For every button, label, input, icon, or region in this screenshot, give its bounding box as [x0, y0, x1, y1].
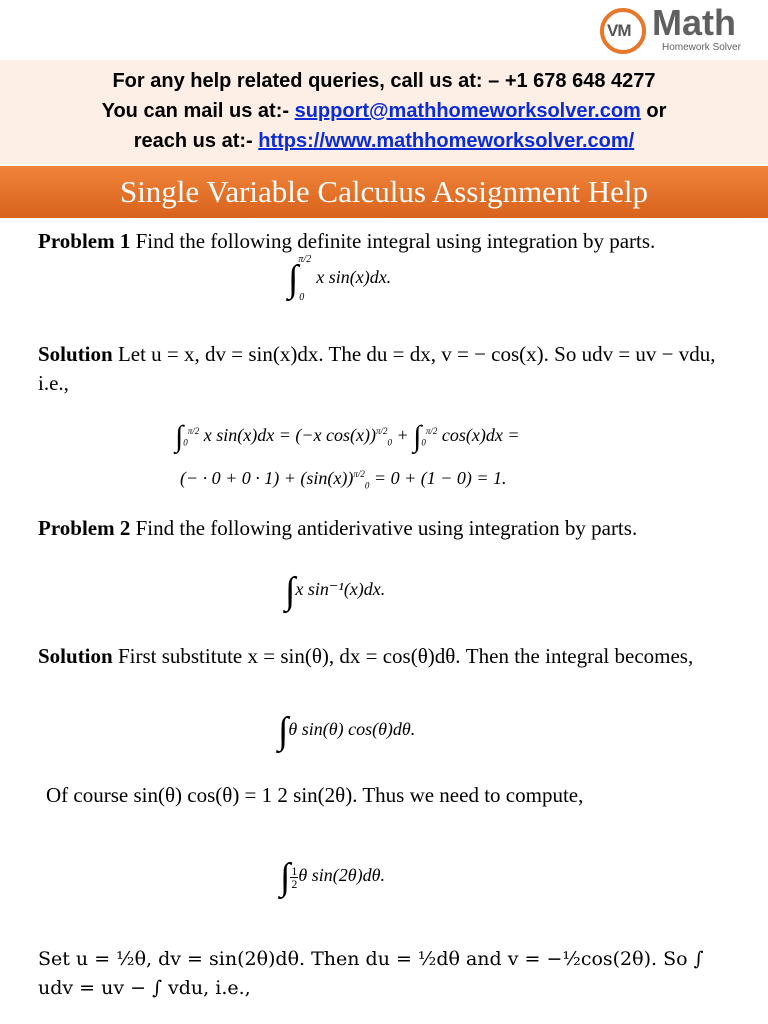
logo	[600, 2, 768, 56]
paragraph-3: Of course sin(θ) cos(θ) = 1 2 sin(2θ). Thus we need to compute,	[46, 783, 584, 807]
problem-2: Problem 2 Find the following antiderivative using integration by parts.	[38, 516, 638, 540]
final-line: Set u = ½θ, dv = sin(2θ)dθ. Then du = ½dθ and v = −½cos(2θ). So ∫ udv = uv − ∫ vdu, i.e.,	[38, 948, 704, 999]
website-link[interactable]: https://www.mathhomeworksolver.com/	[258, 130, 635, 152]
contact-url-line: reach us at:- https://www.mathhomeworksolver.com/	[133, 130, 635, 152]
contact-email-line: You can mail us at:- support@mathhomeworksolver.com or	[101, 100, 667, 122]
solution-1: Solution Let u = x, dv = sin(x)dx. The du = dx, v = − cos(x). So udv = uv − vdu, i.e.,	[38, 342, 716, 395]
logo-badge: VM	[600, 8, 646, 54]
equation-6: ∫ $\frac{1}{2}$ θ sin(2θ)dθ.	[280, 856, 385, 898]
logo-word: Math	[652, 2, 736, 43]
equation-1: ∫$^{\pi/2}_0$x sin(x)dx.	[288, 254, 392, 303]
contact-box	[0, 60, 768, 164]
page-title: Single Variable Calculus Assignment Help	[0, 166, 768, 218]
equation-2: $\int_0^{\pi/2}$ x sin(x)dx = (−x $\cos(x))^{\pi/2}_0 + \int_0^{\pi/2}$ cos(x)dx =	[175, 420, 520, 453]
equation-4: ∫x sin⁻¹(x)dx.	[285, 570, 386, 612]
contact-phone-line: For any help related queries, call us at: – +1 678 648 4277	[112, 70, 656, 92]
problem-1: Problem 1 Find the following definite integral using integration by parts.	[38, 229, 656, 253]
solution-2: Solution First substitute x = sin(θ), dx = cos(θ)dθ. Then the integral becomes,	[38, 644, 694, 668]
equation-5: ∫θ sin(θ) cos(θ)dθ.	[278, 710, 416, 752]
logo-subtitle: Homework Solver	[662, 42, 741, 53]
email-link[interactable]: support@mathhomeworksolver.com	[294, 100, 641, 122]
equation-3: (− · $0 + 0 \cdot 1) + (\sin(x))^{\pi/2}_0 = 0 + (1 - 0) = 1$.	[180, 468, 507, 491]
